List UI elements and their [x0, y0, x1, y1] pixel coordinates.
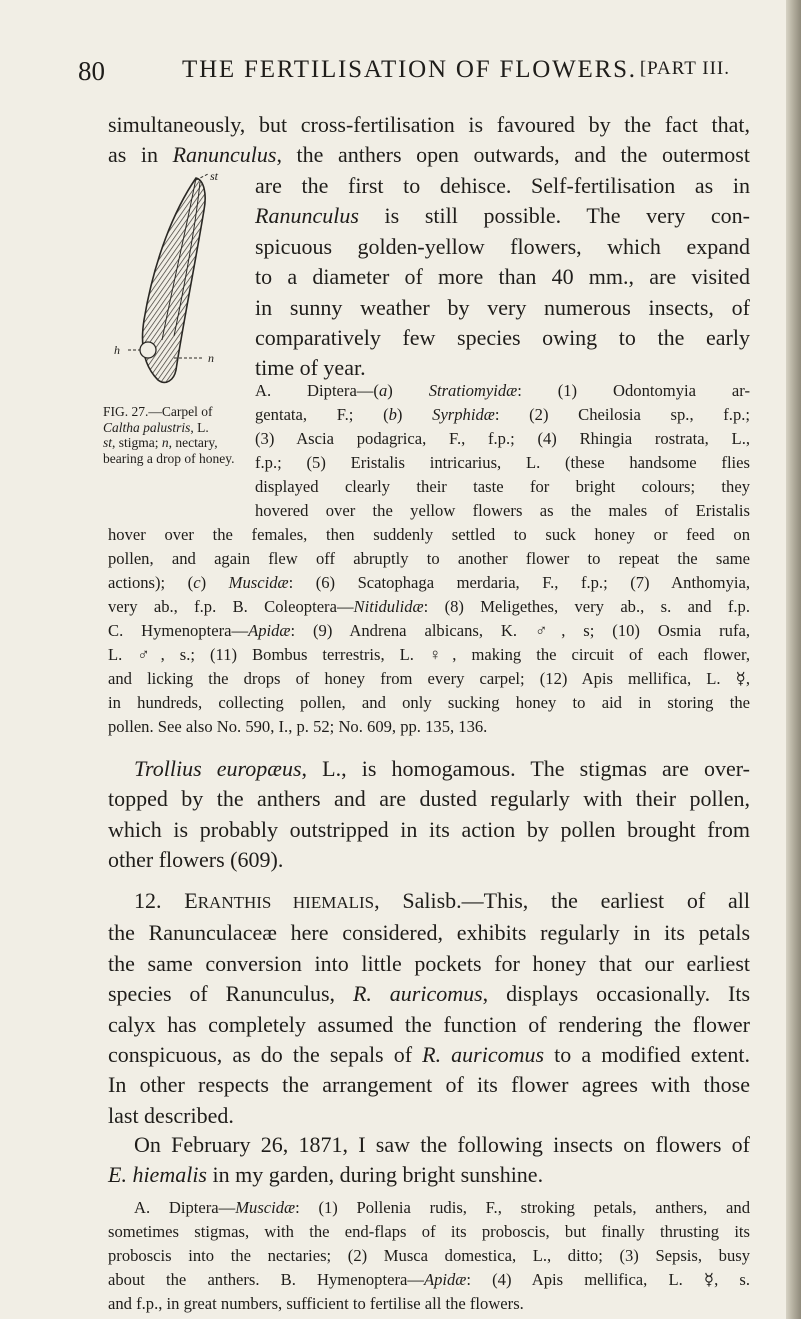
- text-line: pollen, and again flew off abruptly to another flower to repeat the same: [108, 549, 750, 568]
- part-label: [PART III.: [639, 58, 730, 79]
- page-header: [70, 56, 730, 92]
- text-line: hovered over the yellow flowers as the males of Eristalis: [255, 501, 750, 520]
- text-line: which is probably outstripped in its action by pollen brought from: [108, 816, 750, 842]
- paragraph-1-wrapped: [255, 171, 750, 384]
- text-line: Trollius europæus, L., is homogamous. The stigmas are over-: [134, 756, 750, 781]
- caption-line: Caltha palustris, L.: [103, 419, 209, 435]
- paragraph-1: [108, 110, 750, 171]
- text-line: in hundreds, collecting pollen, and only sucking honey to aid in storing the: [108, 693, 750, 712]
- text-line: very ab., f.p. B. Coleoptera—Nitidulidæ: (8) Meligethes, very ab., s. and f.p.: [108, 597, 750, 616]
- text-line: spicuous golden-yellow flowers, which expand: [255, 233, 750, 259]
- text-line: are the first to dehisce. Self-fertilisation as in: [255, 173, 750, 198]
- figure-carpel: [104, 170, 232, 390]
- paragraph-trollius: [108, 754, 750, 876]
- text-line: comparatively few species owing to the early: [255, 325, 750, 351]
- text-line: In other respects the arrangement of its flower agrees with those: [108, 1072, 750, 1098]
- text-line: the same conversion into little pockets for honey that our earliest: [108, 950, 750, 976]
- text-line: as in Ranunculus, the anthers open outwards, and the outermost: [108, 142, 750, 168]
- text-line: actions); (c) Muscidæ: (6) Scatophaga merdaria, F., f.p.; (7) Anthomyia,: [108, 573, 750, 592]
- text-line: gentata, F.; (b) Syrphidæ: (2) Cheilosia sp., f.p.;: [255, 405, 751, 424]
- italic-genus: Ranunculus: [255, 203, 359, 229]
- insect-list-2: [108, 1196, 750, 1316]
- text-line: A. Diptera—(a) Stratiomyidæ: (1) Odontomyia ar-: [255, 381, 750, 400]
- text-line: E. hiemalis in my garden, during bright sunshine.: [108, 1162, 544, 1188]
- text-line: to a diameter of more than 40 mm., are visited: [255, 264, 750, 290]
- text-line: the Ranunculaceæ here considered, exhibits regularly in its petals: [108, 920, 750, 946]
- caption-line: bearing a drop of honey.: [103, 450, 235, 466]
- paragraph-observation: [108, 1130, 750, 1191]
- text-line: sometimes stigmas, with the end-flaps of its proboscis, but finally thrusting its: [108, 1222, 750, 1241]
- text-line: A. Diptera—Muscidæ: (1) Pollenia rudis, F., stroking petals, anthers, and: [134, 1198, 750, 1217]
- carpel-illustration: [104, 170, 232, 390]
- insect-list-1-wrapped: [255, 379, 750, 499]
- text-line: displayed clearly their taste for bright colours; they: [255, 477, 750, 496]
- caption-line: FIG. 27.—Carpel of: [103, 404, 213, 419]
- text-line: (3) Ascia podagrica, F., f.p.; (4) Rhingia rostrata, L.,: [255, 429, 750, 448]
- text-line: 12. ERANTHIS HIEMALIS, Salisb.—This, the earliest of all: [134, 888, 751, 913]
- text-line: simultaneously, but cross-fertilisation is favoured by the fact that,: [108, 112, 750, 137]
- text-line: topped by the anthers and are dusted regularly with their pollen,: [108, 786, 750, 812]
- text-line: about the anthers. B. Hymenoptera—Apidæ: (4) Apis mellifica, L. ☿, s.: [108, 1270, 751, 1289]
- text-line: last described.: [108, 1102, 234, 1128]
- figure-caption: [103, 404, 235, 466]
- text-line: time of year.: [255, 355, 366, 381]
- insect-list-1: [108, 499, 750, 739]
- text-line: proboscis into the nectaries; (2) Musca domestica, L., ditto; (3) Sepsis, busy: [108, 1246, 750, 1265]
- text-line: species of Ranunculus, R. auricomus, displays occasionally. Its: [108, 981, 751, 1007]
- text-line: and f.p., in great numbers, sufficient to fertilise all the flowers.: [108, 1294, 524, 1313]
- text-line: in sunny weather by very numerous insects, of: [255, 294, 750, 320]
- text-line: L. ♂, s.; (11) Bombus terrestris, L. ♀, making the circuit of each flower,: [108, 645, 750, 664]
- italic-genus: Ranunculus: [172, 142, 277, 168]
- text-line: calyx has completely assumed the function of rendering the flower: [108, 1011, 750, 1037]
- label-n: n: [208, 351, 214, 365]
- label-h: h: [114, 343, 120, 357]
- text-line: C. Hymenoptera—Apidæ: (9) Andrena albicans, K. ♂, s; (10) Osmia rufa,: [108, 621, 750, 640]
- running-title: THE FERTILISATION OF FLOWERS.: [182, 56, 637, 83]
- paragraph-eranthis: [108, 886, 750, 1131]
- label-st: st: [210, 170, 219, 183]
- text-line: f.p.; (5) Eristalis intricarius, L. (these handsome flies: [255, 453, 750, 472]
- text-line: hover over the females, then suddenly settled to suck honey or feed on: [108, 525, 750, 544]
- text-line: and licking the drops of honey from every carpel; (12) Apis mellifica, L. ☿,: [108, 669, 750, 688]
- caption-line: st, stigma; n, nectary,: [103, 435, 218, 450]
- text-line: other flowers (609).: [108, 847, 284, 873]
- page-number: 80: [78, 56, 105, 86]
- text-line: conspicuous, as do the sepals of R. auricomus to a modified extent.: [108, 1042, 751, 1068]
- book-edge: [786, 0, 801, 1319]
- text-line: Ranunculus is still possible. The very con-: [255, 203, 750, 229]
- text-line: pollen. See also No. 590, I., p. 52; No. 609, pp. 135, 136.: [108, 717, 488, 736]
- text-line: On February 26, 1871, I saw the following insects on flowers of: [134, 1132, 750, 1157]
